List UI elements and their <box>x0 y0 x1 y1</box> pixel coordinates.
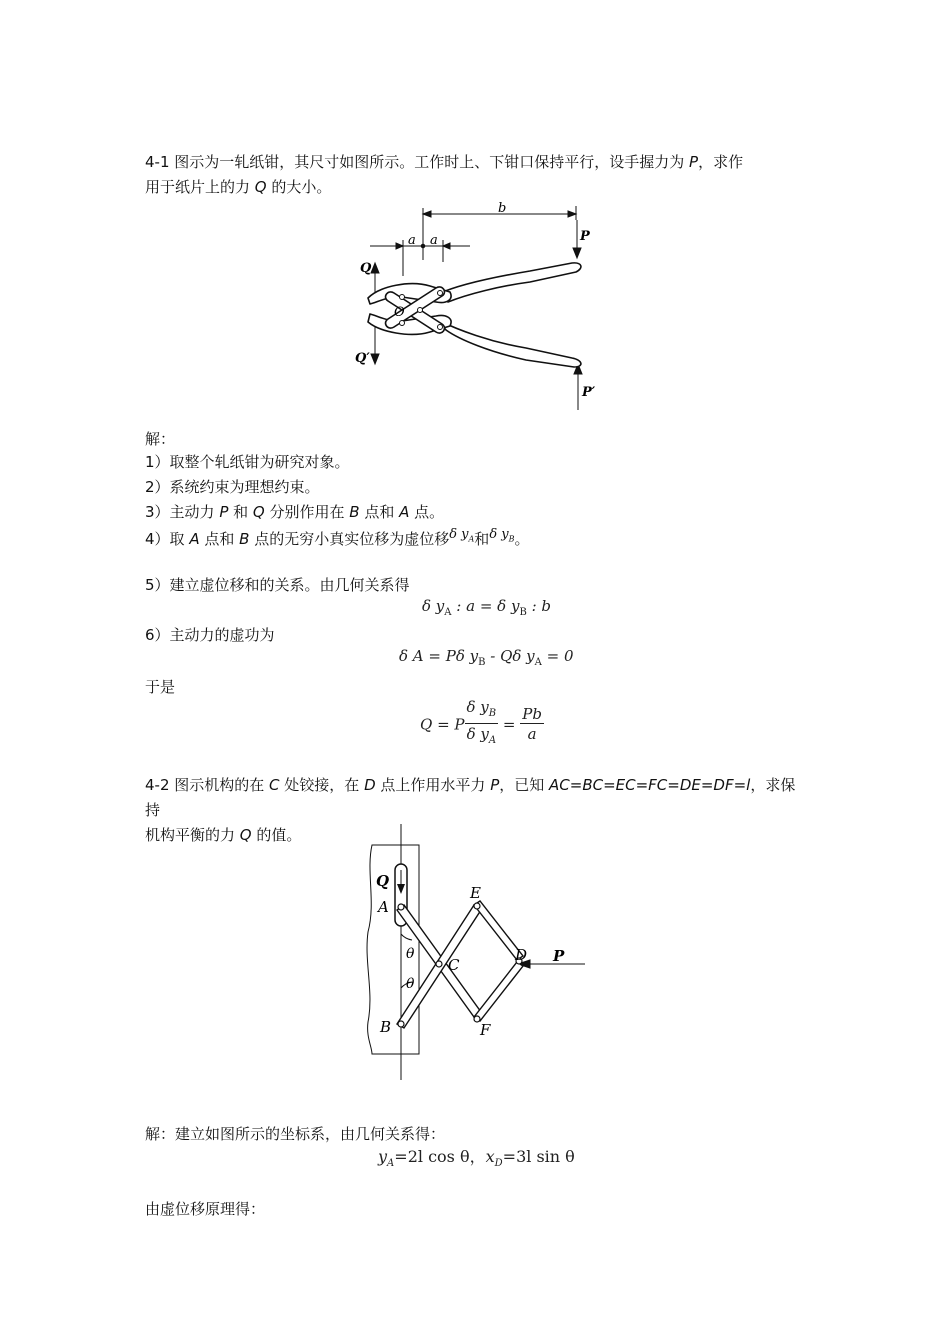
solution-4-2-text: 解：建立如图所示的坐标系，由几何关系得： <box>145 1125 446 1143</box>
label-P-prime: P′ <box>582 385 596 400</box>
label-P: P <box>553 947 565 965</box>
label-F: F <box>480 1021 491 1039</box>
equation-Q-result: Q = P $\frac{\delta y_B}{\delta y_A}$ = $\frac{Pb}{a}$ <box>420 698 542 746</box>
mechanism-figure <box>360 822 600 1082</box>
solution-4-1-step4: 4）取 A 点和 B 点的无穷小真实位移为虚位移δ $y_A$和δ $y_B$。 <box>145 527 530 548</box>
solution-4-2-final: 由虚位移原理得： <box>145 1200 266 1218</box>
solution-4-1-step5: 5）建立虚位移和的关系。由几何关系得 <box>145 576 410 594</box>
label-Q-prime: Q′ <box>355 351 370 366</box>
problem-4-1-line1: 4-1 图示为一轧纸钳，其尺寸如图所示。工作时上、下钳口保持平行，设手握力为 P，求作 <box>145 153 744 171</box>
label-theta-lower: θ <box>406 976 415 992</box>
label-P: P <box>580 229 590 244</box>
label-theta-upper: θ <box>406 946 415 962</box>
solution-4-1-step6: 6）主动力的虚功为 <box>145 626 275 644</box>
solution-4-1-heading: 解： <box>145 430 176 448</box>
label-a-right: a <box>430 233 438 248</box>
equation-geometry: $y_A=2l$ cos θ，$x_D=3l$ sin θ <box>378 1147 575 1170</box>
problem-4-2-line1: 4-2 图示机构的在 C 处铰接，在 D 点上作用水平力 P，已知 AC=BC=EC=FC=DE=DF=l，求保持 <box>145 776 796 819</box>
problem-4-1-line2: 用于纸片上的力 Q 的大小。 <box>145 178 332 196</box>
problem-4-1-text <box>145 150 810 200</box>
solution-4-1-therefore: 于是 <box>145 678 176 696</box>
label-b: b <box>498 201 507 216</box>
problem-4-2-line2: 机构平衡的力 Q 的值。 <box>145 826 302 844</box>
label-B: B <box>380 1018 392 1036</box>
label-D: D <box>515 946 528 964</box>
equation-virtual-displacement-ratio: δ $y_A$ : a = δ $y_B$ : b <box>422 597 551 618</box>
pliers-figure <box>350 200 600 420</box>
solution-4-1-step1: 1）取整个轧纸钳为研究对象。 <box>145 453 350 471</box>
equation-virtual-work: δ A = Pδ $y_B$ - Qδ $y_A = 0$ <box>399 647 574 668</box>
label-A: A <box>378 898 389 916</box>
label-C: C <box>448 956 460 974</box>
label-E: E <box>470 884 481 902</box>
solution-4-1-step2: 2）系统约束为理想约束。 <box>145 478 320 496</box>
label-a-left: a <box>408 233 416 248</box>
solution-4-1-step3: 3）主动力 P 和 Q 分别作用在 B 点和 A 点。 <box>145 503 445 521</box>
label-Q: Q <box>376 872 390 890</box>
label-O: O <box>394 305 405 320</box>
label-Q: Q <box>360 261 372 276</box>
